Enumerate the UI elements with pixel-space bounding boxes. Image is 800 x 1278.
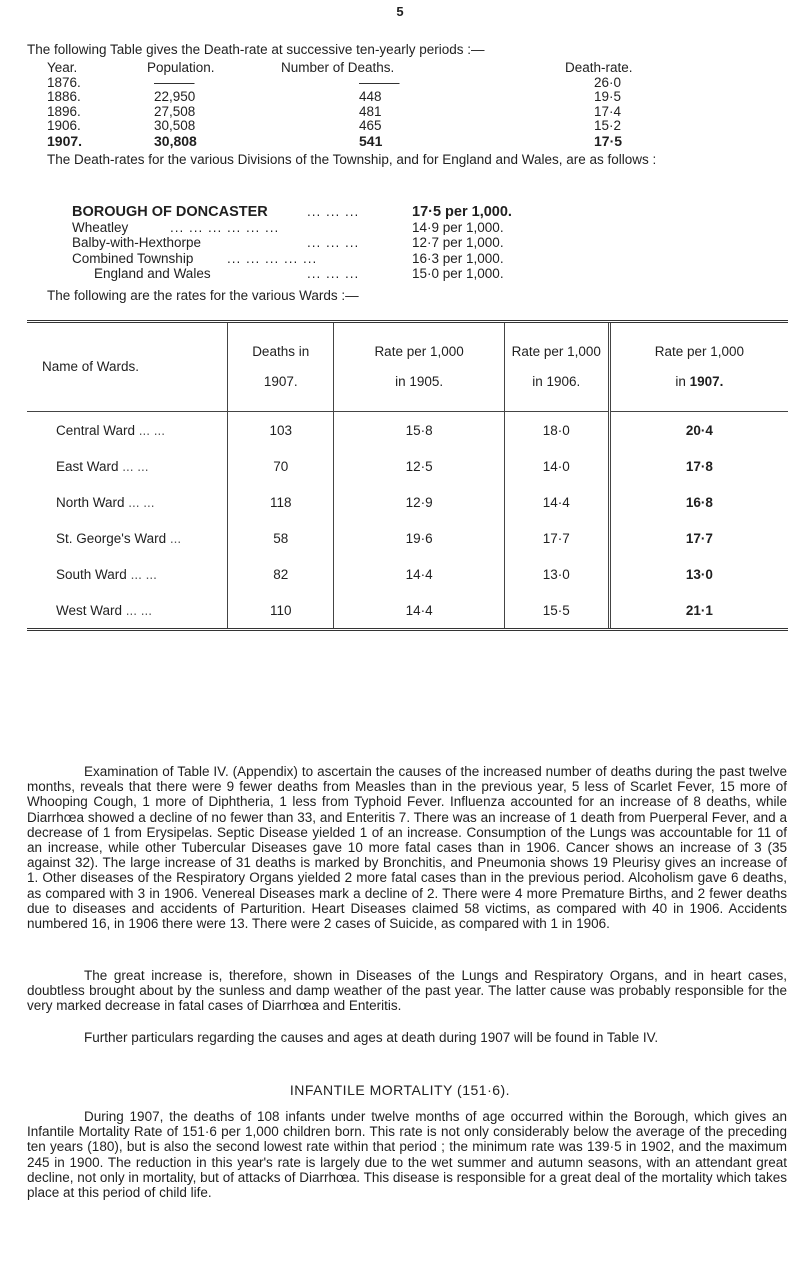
- list-item: [72, 251, 732, 267]
- population-cell: 22,950: [154, 89, 196, 105]
- list-item: [72, 220, 732, 236]
- paragraph-summary: The great increase is, therefore, shown in Diseases of the Lungs and Respiratory Organs, and in heart cases, doubtless brought about by the sunless and damp weather of the past year. The latter cause was probably responsible for the very marked decrease in fatal cases of Diarrhœa and Enteritis.: [27, 968, 787, 1014]
- divisions-list: [72, 204, 732, 282]
- table-row: [27, 556, 788, 592]
- header-line: Rate per 1,000: [511, 344, 601, 359]
- rate-1907-cell: 20·4: [609, 412, 788, 449]
- header-rate-1905: [334, 323, 504, 412]
- population-cell: 27,508: [154, 103, 196, 119]
- paragraph-infant-mortality: During 1907, the deaths of 108 infants under twelve months of age occurred within the Borough, which gives an Infantile Mortality Rate of 151·6 per 1,000 children born. This rate is not only considerably below the average of the preceding ten years (180), but is also the second lowest rate within that period ; the minimum rate was 139·5 in 1902, and the maximum 245 in 1900. The reduction in this year's rate is largely due to the wet summer and autumn seasons, with an attendant great decline, not only in mortality, but of attacks of Diarrhœa. This disease is responsible for a great deal of the mortality which takes place at this period of child life.: [27, 1109, 787, 1201]
- wards-table: [27, 320, 788, 631]
- dot-leader: ... ...: [125, 602, 153, 618]
- dot-leader: ... ... ... ... ... ...: [170, 219, 280, 235]
- header-in: in: [675, 374, 690, 389]
- paragraph-causes: Examination of Table IV. (Appendix) to ascertain the causes of the increased number of deaths during the past twelve months, reveals that there were 9 fewer deaths from Measles than in the previous year, 5 less of Scarlet Fever, 15 more of Whooping Cough, 1 more of Diphtheria, 1 less from Typhoid Fever. Influenza accounted for an increase of 8 deaths, while Diarrhœa showed a decline of no fewer than 33, and Enteritis 7. There was an increase of 1 death from Puerperal Fever, and a decrease of 1 from Erysipelas. Septic Disease yielded 1 of an increase. Consumption of the Lungs was accountable for 11 of an increase, while other Tubercular Diseases gave 10 more fatal cases than in 1906. Cancer shows an increase of 3 (35 against 32). The large increase of 31 deaths is marked by Bronchitis, and Pneumonia shows 19 Pleurisy gives an increase of 1. Other diseases of the Respiratory Organs yielded 2 more fatal cases than in the previous period. Alcoholism gave 6 deaths, as compared with 3 in 1906. Venereal Diseases mark a decline of 2. There were 4 more Premature Births, and 2 fewer deaths due to diseases and accidents of Parturition. Heart Diseases claimed 58 victims, as compared with 40 in 1906. Accidents numbered 16, in 1906 there were 13. There were 2 cases of Suicide, as compared with 1 in 1906.: [27, 764, 787, 932]
- header-year-bold: 1907.: [689, 374, 724, 389]
- rate-1906-cell: 14·4: [504, 484, 609, 520]
- deaths-cell: 481: [359, 103, 382, 119]
- rate-cell: 17·4: [594, 103, 622, 119]
- rate-1905-cell: 14·4: [334, 592, 504, 628]
- division-name: Combined Township: [72, 250, 194, 266]
- rate-1907-cell: 17·8: [609, 448, 788, 484]
- year-cell: 1876.: [47, 74, 81, 90]
- ward-name-cell: [27, 520, 228, 556]
- header-line: Rate per 1,000: [374, 344, 464, 359]
- division-rate: 16·3 per 1,000.: [412, 250, 504, 266]
- rate-1905-cell: 19·6: [334, 520, 504, 556]
- wards-intro: The following are the rates for the various Wards :—: [47, 288, 359, 303]
- header-deaths: Number of Deaths.: [281, 60, 395, 75]
- header-line: 1907.: [263, 374, 298, 389]
- table-row: [27, 592, 788, 628]
- rate-1906-cell: 18·0: [504, 412, 609, 449]
- population-cell: 30,508: [154, 118, 196, 134]
- year-cell: 1907.: [47, 132, 83, 149]
- header-line: in 1905.: [395, 374, 444, 389]
- dot-leader: ... ...: [128, 494, 155, 510]
- deaths-cell: 448: [359, 89, 382, 105]
- rate-1907-cell: 17·7: [609, 520, 788, 556]
- table-header-row: [27, 323, 788, 412]
- list-item: [72, 235, 732, 251]
- deaths-cell: 70: [228, 448, 334, 484]
- table-row: [27, 448, 788, 484]
- divisions-intro: The Death-rates for the various Divisions of the Township, and for England and Wales, are as follows :: [47, 152, 657, 167]
- dot-leader: ...: [169, 530, 182, 546]
- deaths-cell: 465: [359, 118, 382, 134]
- division-rate: 15·0 per 1,000.: [412, 266, 504, 282]
- rate-1905-cell: 12·5: [334, 448, 504, 484]
- rate-cell: 17·5: [594, 132, 623, 149]
- dot-leader: ... ...: [138, 422, 166, 438]
- deaths-cell: ———: [359, 74, 400, 90]
- dot-leader: ... ...: [122, 458, 149, 474]
- rate-1905-cell: 15·8: [334, 412, 504, 449]
- infant-mortality-heading: INFANTILE MORTALITY (151·6).: [289, 1082, 511, 1098]
- dot-leader: ... ... ...: [307, 235, 360, 251]
- dot-leader: ... ...: [130, 566, 157, 582]
- header-ward-name: Name of Wards.: [27, 323, 228, 412]
- ward-name-cell: [27, 592, 228, 628]
- rate-1906-cell: 14·0: [504, 448, 609, 484]
- rate-1905-cell: 12·9: [334, 484, 504, 520]
- year-cell: 1906.: [47, 118, 81, 134]
- deaths-cell: 82: [228, 556, 334, 592]
- population-cell: ———: [154, 74, 195, 90]
- rate-1907-cell: 21·1: [609, 592, 788, 628]
- division-name: Balby-with-Hexthorpe: [72, 235, 202, 251]
- ward-name: East Ward: [56, 458, 119, 474]
- ward-name: North Ward: [56, 494, 125, 510]
- header-year: Year.: [47, 60, 78, 75]
- table-row: [27, 484, 788, 520]
- rate-cell: 15·2: [594, 118, 622, 134]
- ward-name: West Ward: [56, 602, 123, 618]
- header-line: Deaths in: [252, 344, 310, 359]
- division-rate: 14·9 per 1,000.: [412, 219, 504, 235]
- year-cell: 1896.: [47, 103, 81, 119]
- header-rate-1907: [609, 323, 788, 412]
- year-cell: 1886.: [47, 89, 81, 105]
- dot-leader: ... ... ... ... ...: [227, 250, 318, 266]
- rate-cell: 26·0: [594, 74, 622, 90]
- deaths-cell: 541: [359, 132, 383, 149]
- ward-name: Central Ward: [56, 422, 136, 438]
- division-name: BOROUGH OF DONCASTER: [72, 204, 268, 220]
- header-line: [611, 367, 788, 397]
- deaths-cell: 118: [228, 484, 334, 520]
- deaths-cell: 110: [228, 592, 334, 628]
- deaths-cell: 103: [228, 412, 334, 449]
- rate-1906-cell: 13·0: [504, 556, 609, 592]
- rate-1907-cell: 13·0: [609, 556, 788, 592]
- division-name: England and Wales: [94, 266, 211, 282]
- ward-name: St. George's Ward: [56, 530, 167, 546]
- header-deaths-1907: [228, 323, 334, 412]
- ward-name-cell: [27, 556, 228, 592]
- ward-name-cell: [27, 448, 228, 484]
- paragraph-further: Further particulars regarding the causes and ages at death during 1907 will be found in Table IV.: [84, 1030, 659, 1045]
- list-item: [72, 266, 732, 282]
- division-name: Wheatley: [72, 219, 129, 235]
- header-line: in 1906.: [532, 374, 581, 389]
- rate-1906-cell: 15·5: [504, 592, 609, 628]
- intro-text: The following Table gives the Death-rate at successive ten-yearly periods :—: [27, 42, 485, 57]
- ward-name-cell: [27, 412, 228, 449]
- rate-cell: 19·5: [594, 89, 622, 105]
- dot-leader: ... ... ...: [307, 266, 360, 282]
- division-rate: 12·7 per 1,000.: [412, 235, 504, 251]
- header-line: Rate per 1,000: [654, 344, 745, 359]
- ward-name-cell: [27, 484, 228, 520]
- rate-1905-cell: 14·4: [334, 556, 504, 592]
- list-item: [72, 204, 732, 220]
- rate-1906-cell: 17·7: [504, 520, 609, 556]
- deaths-cell: 58: [228, 520, 334, 556]
- dot-leader: ... ... ...: [307, 204, 360, 219]
- division-rate: 17·5 per 1,000.: [412, 204, 512, 220]
- rate-1907-cell: 16·8: [609, 484, 788, 520]
- ward-name: South Ward: [56, 566, 127, 582]
- header-death-rate: Death-rate.: [565, 60, 633, 75]
- table-row: [27, 520, 788, 556]
- header-population: Population.: [147, 60, 215, 75]
- header-rate-1906: [504, 323, 609, 412]
- table-row: [27, 412, 788, 449]
- page-number: 5: [396, 4, 404, 19]
- population-cell: 30,808: [154, 132, 197, 149]
